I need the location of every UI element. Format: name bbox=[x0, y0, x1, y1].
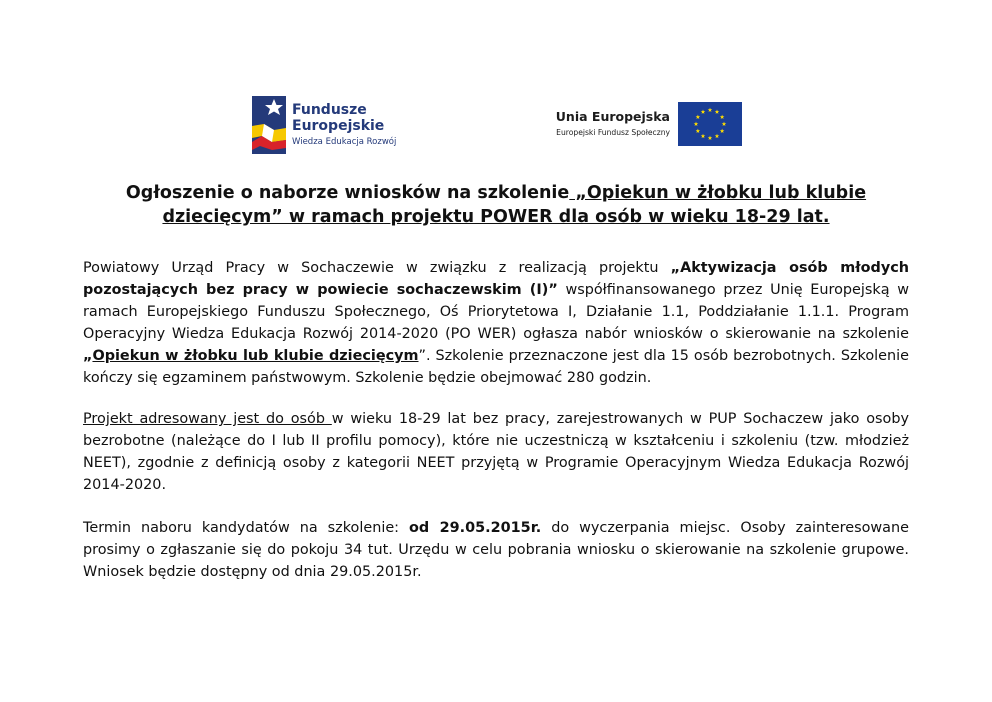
eu-flag-icon bbox=[678, 102, 742, 146]
page-title bbox=[100, 181, 892, 229]
title-part2: „Opiekun w żłobku lub klubie dziecięcym” w ramach projektu POWER dla osób w wieku 18-29 lat. bbox=[162, 183, 867, 227]
header-logos bbox=[0, 92, 992, 162]
course-name: Opiekun w żłobku lub klubie dziecięcym bbox=[92, 348, 419, 364]
course-name-open-quote: „ bbox=[83, 348, 93, 364]
p2-underlined: Projekt adresowany jest do osób bbox=[83, 411, 332, 427]
eu-logo-sub: Europejski Fundusz Społeczny bbox=[556, 128, 670, 137]
p3-text1: Termin naboru kandydatów na szkolenie: bbox=[83, 520, 410, 536]
fundusze-europejskie-logo bbox=[252, 96, 412, 154]
project-name: „Aktywizacja osób młodych pozostających bez pracy w powiecie sochaczewskim (I)” bbox=[83, 260, 909, 298]
p2-text1: w wieku 18-29 lat bez pracy, zarejestrowanych w PUP Sochaczew jako osoby bezrobotne (należące do I lub II profilu pomocy), które nie uczestniczą w kształceniu i szkoleniu (tzw. młodzież NEET), zgodnie z definicją osoby z kategorii NEET przyjętą w Programie Operacyjnym Wiedza Edukacja Rozwój 2014-2020. bbox=[83, 411, 909, 493]
start-date: od 29.05.2015r. bbox=[409, 520, 542, 536]
unia-europejska-logo bbox=[520, 102, 742, 148]
fundusze-europejskie-icon bbox=[252, 96, 286, 154]
p3-text2: do wyczerpania miejsc. Osoby zainteresowane prosimy o zgłaszanie się do pokoju 34 tut. Urzędu w celu pobrania wniosku o skierowanie na szkolenie grupowe. Wniosek będzie dostępny od dnia 29.05.2015r. bbox=[83, 520, 909, 580]
eu-logo-name: Unia Europejska bbox=[555, 109, 670, 124]
p1-text2: współfinansowanego przez Unię Europejską w ramach Europejskiego Funduszu Społecznego, Oś Priorytetowa I, Działanie 1.1, Poddziałanie 1.1.1. Program Operacyjny Wiedza Edukacja Rozwój 2014-2020 (PO WER) ogłasza nabór wniosków o skierowanie na szkolenie bbox=[83, 282, 909, 342]
p1-text3: ”. Szkolenie przeznaczone jest dla 15 osób bezrobotnych. Szkolenie kończy się egzaminem państwowym. Szkolenie będzie obejmować 280 godzin. bbox=[83, 348, 909, 386]
paragraph-3 bbox=[83, 517, 909, 583]
fe-logo-line1: Fundusze bbox=[292, 102, 367, 118]
paragraph-2 bbox=[83, 408, 909, 496]
p1-text1: Powiatowy Urząd Pracy w Sochaczewie w związku z realizacją projektu bbox=[83, 260, 671, 276]
title-part1: Ogłoszenie o naborze wniosków na szkolenie bbox=[125, 183, 570, 203]
paragraph-1 bbox=[83, 257, 909, 389]
fe-logo-line2: Europejskie bbox=[292, 118, 385, 134]
fe-logo-line3: Wiedza Edukacja Rozwój bbox=[292, 137, 397, 147]
